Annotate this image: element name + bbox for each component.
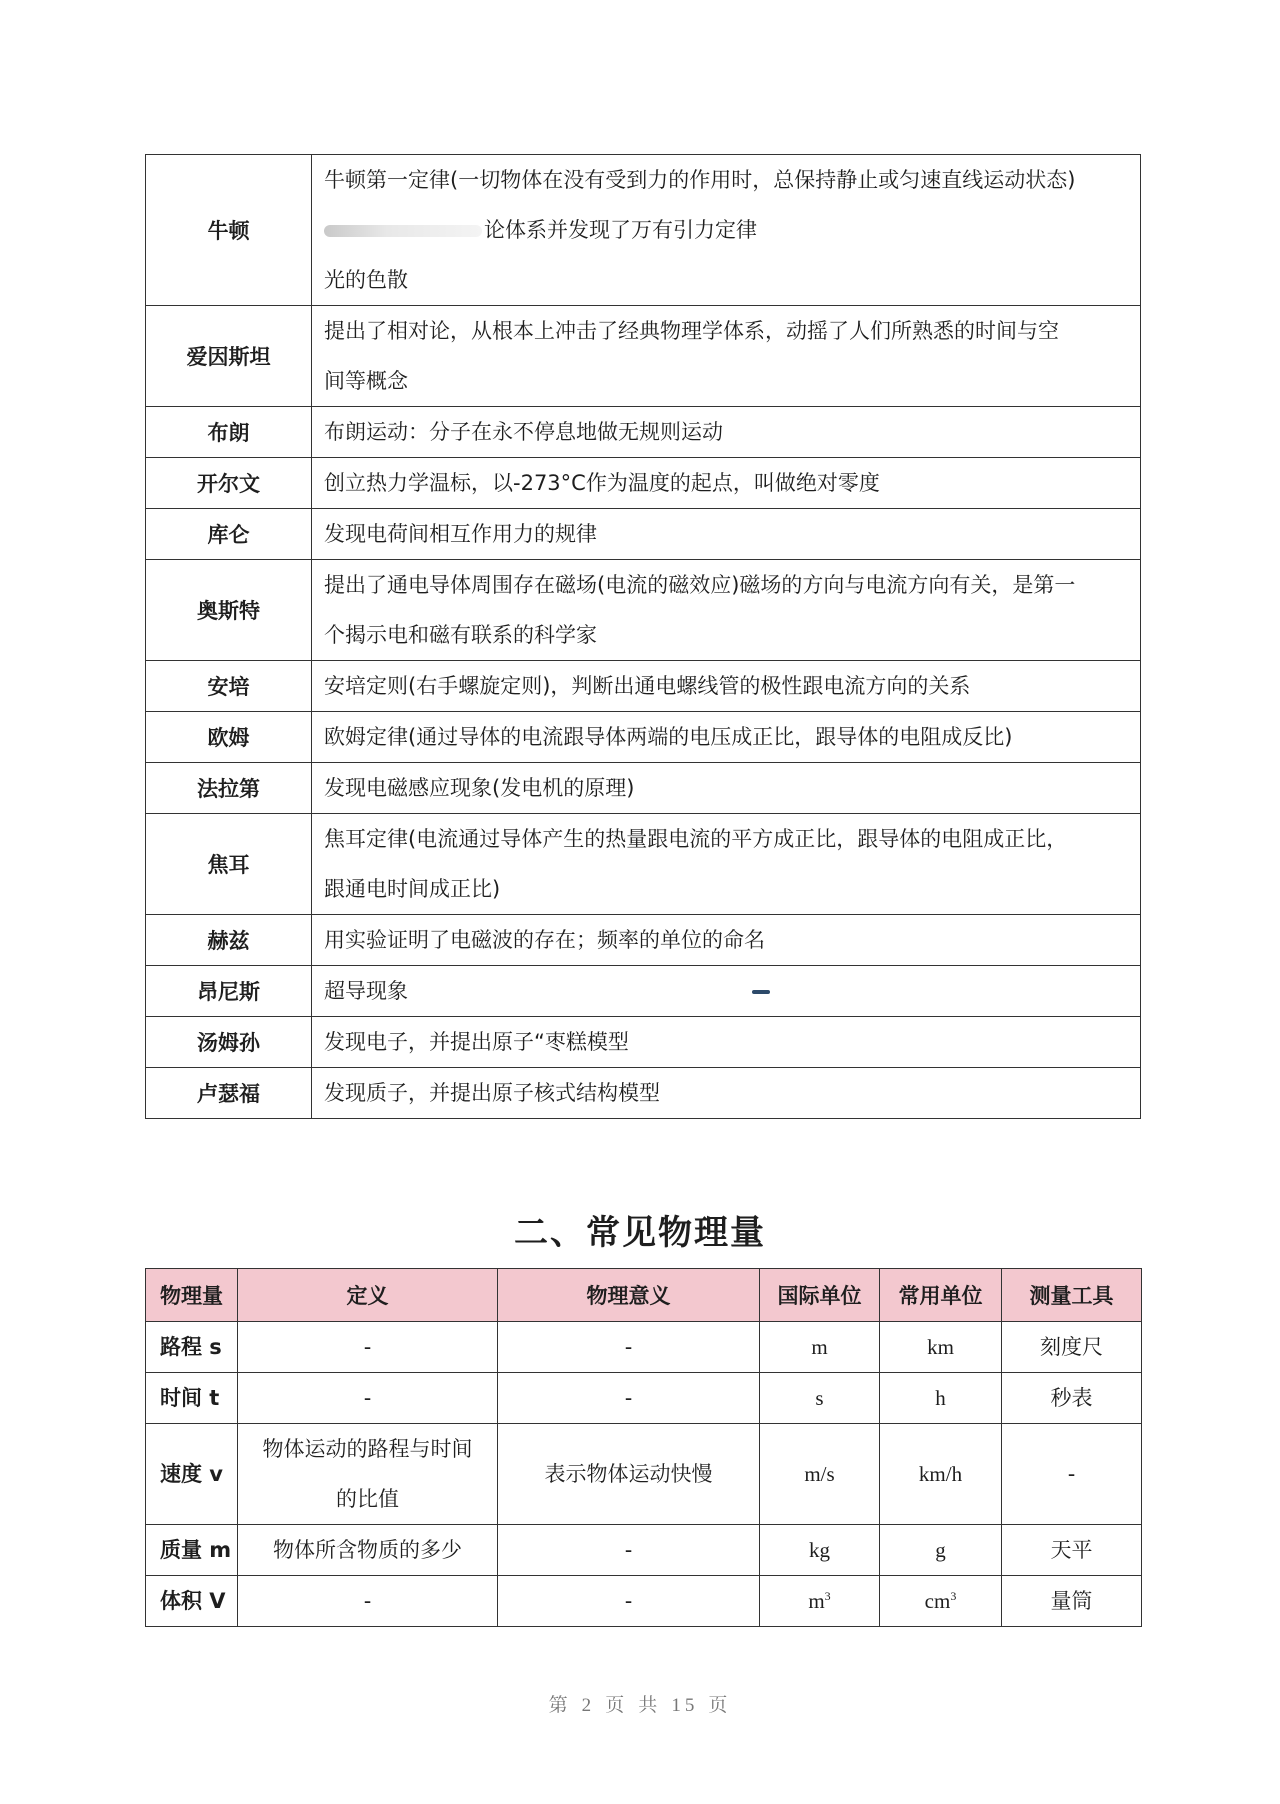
table-row: [146, 763, 1141, 814]
quantity-definition: -: [238, 1322, 498, 1373]
scientist-name: 法拉第: [146, 763, 312, 814]
table-row: [146, 1017, 1141, 1068]
quantity-name: 质量 m: [146, 1525, 238, 1576]
contribution-line-obscured: 论体系并发现了万有引力定律: [324, 205, 1128, 255]
quantity-definition: [238, 1424, 498, 1525]
quantity-name: 体积 V: [146, 1576, 238, 1627]
table-row: [146, 155, 1141, 306]
unit-exponent: 3: [950, 1589, 957, 1603]
scientist-contribution: 欧姆定律(通过导体的电流跟导体两端的电压成正比，跟导体的电阻成反比): [312, 712, 1141, 763]
table-row: [146, 509, 1141, 560]
table-row: [146, 306, 1141, 407]
column-header: 国际单位: [760, 1269, 880, 1322]
si-unit: $m^3$: [760, 1576, 880, 1627]
common-unit: km: [880, 1322, 1002, 1373]
quantity-name: 时间 t: [146, 1373, 238, 1424]
column-header: 测量工具: [1002, 1269, 1142, 1322]
measuring-tool: 量筒: [1002, 1576, 1142, 1627]
contribution-line: 提出了通电导体周围存在磁场(电流的磁效应)磁场的方向与电流方向有关，是第一: [324, 573, 1076, 597]
table-row: [146, 915, 1141, 966]
measuring-tool: 刻度尺: [1002, 1322, 1142, 1373]
scientist-name: 奥斯特: [146, 560, 312, 661]
unit-exponent: 3: [824, 1589, 831, 1603]
scientist-name: 赫兹: [146, 915, 312, 966]
contribution-line: 提出了相对论，从根本上冲击了经典物理学体系，动摇了人们所熟悉的时间与空: [324, 319, 1059, 343]
table-row: [146, 1373, 1142, 1424]
scientist-name: 焦耳: [146, 814, 312, 915]
table-row: [146, 1068, 1141, 1119]
blurred-text-mask: [324, 225, 482, 237]
definition-line: 物体运动的路程与时间: [262, 1437, 473, 1461]
scientist-contribution: 发现电磁感应现象(发电机的原理): [312, 763, 1141, 814]
measuring-tool: -: [1002, 1424, 1142, 1525]
scientist-name: 卢瑟福: [146, 1068, 312, 1119]
scientist-name: 布朗: [146, 407, 312, 458]
quantity-meaning: -: [498, 1576, 760, 1627]
measuring-tool: 秒表: [1002, 1373, 1142, 1424]
contribution-line: 光的色散: [324, 268, 408, 292]
si-unit: kg: [760, 1525, 880, 1576]
scientist-contribution: [312, 306, 1141, 407]
common-unit: $cm^3$: [880, 1576, 1002, 1627]
scientist-name: 欧姆: [146, 712, 312, 763]
quantity-name: 速度 v: [146, 1424, 238, 1525]
quantity-definition: 物体所含物质的多少: [238, 1525, 498, 1576]
table-row: [146, 1576, 1142, 1627]
common-unit: g: [880, 1525, 1002, 1576]
section-title: 二、常见物理量: [514, 1213, 766, 1253]
table-row: [146, 966, 1141, 1017]
scientist-name: 开尔文: [146, 458, 312, 509]
scientist-contribution: [312, 560, 1141, 661]
quantity-definition: -: [238, 1373, 498, 1424]
scientist-contribution: 用实验证明了电磁波的存在；频率的单位的命名: [312, 915, 1141, 966]
scientists-table: [145, 154, 1141, 1119]
scientist-contribution: 创立热力学温标，以-273°C作为温度的起点，叫做绝对零度: [312, 458, 1141, 509]
si-unit: s: [760, 1373, 880, 1424]
scientist-contribution: 超导现象: [312, 966, 1141, 1017]
quantity-definition: -: [238, 1576, 498, 1627]
quantity-name: 路程 s: [146, 1322, 238, 1373]
scientist-name: 昂尼斯: [146, 966, 312, 1017]
total-pages: 15: [671, 1695, 699, 1716]
measuring-tool: 天平: [1002, 1525, 1142, 1576]
table-row: [146, 407, 1141, 458]
column-header: 物理意义: [498, 1269, 760, 1322]
scientist-contribution: 发现质子，并提出原子核式结构模型: [312, 1068, 1141, 1119]
scientist-name: 爱因斯坦: [146, 306, 312, 407]
scientist-contribution: 安培定则(右手螺旋定则)，判断出通电螺线管的极性跟电流方向的关系: [312, 661, 1141, 712]
table-row: [146, 1424, 1142, 1525]
contribution-line: 间等概念: [324, 369, 408, 393]
column-header: 定义: [238, 1269, 498, 1322]
scientist-name: 汤姆孙: [146, 1017, 312, 1068]
quantity-meaning: -: [498, 1322, 760, 1373]
table-row: [146, 661, 1141, 712]
si-unit: m/s: [760, 1424, 880, 1525]
column-header: 物理量: [146, 1269, 238, 1322]
table-row: [146, 458, 1141, 509]
quantity-meaning: -: [498, 1525, 760, 1576]
scientist-contribution: [312, 814, 1141, 915]
contribution-line: 跟通电时间成正比): [324, 877, 501, 901]
scientist-name: 安培: [146, 661, 312, 712]
table-row: [146, 1525, 1142, 1576]
common-unit: km/h: [880, 1424, 1002, 1525]
scientist-contribution: 布朗运动：分子在永不停息地做无规则运动: [312, 407, 1141, 458]
scientist-contribution: 发现电荷间相互作用力的规律: [312, 509, 1141, 560]
scientist-contribution: [312, 155, 1141, 306]
ink-mark: [752, 990, 770, 994]
definition-line: 的比值: [336, 1487, 399, 1511]
contribution-line: 焦耳定律(电流通过导体产生的热量跟电流的平方成正比，跟导体的电阻成正比，: [324, 827, 1068, 851]
quantity-meaning: -: [498, 1373, 760, 1424]
scientist-name: 库仑: [146, 509, 312, 560]
physical-quantities-table: [145, 1268, 1142, 1627]
page-footer: 第 2 页 共 15 页: [548, 1694, 732, 1716]
quantity-meaning: 表示物体运动快慢: [498, 1424, 760, 1525]
table-row: [146, 560, 1141, 661]
column-header: 常用单位: [880, 1269, 1002, 1322]
table-row: [146, 1322, 1142, 1373]
table-row: [146, 814, 1141, 915]
page-number: 2: [581, 1695, 596, 1716]
common-unit: h: [880, 1373, 1002, 1424]
table-header-row: [146, 1269, 1142, 1322]
si-unit: m: [760, 1322, 880, 1373]
smudge-overlay: [840, 966, 1140, 1016]
scientist-name: 牛顿: [146, 155, 312, 306]
table-row: [146, 712, 1141, 763]
contribution-line: 个揭示电和磁有联系的科学家: [324, 623, 597, 647]
scientist-contribution: 发现电子，并提出原子“枣糕模型: [312, 1017, 1141, 1068]
smudge-overlay: [840, 915, 1140, 965]
contribution-line: 牛顿第一定律(一切物体在没有受到力的作用时，总保持静止或匀速直线运动状态): [324, 168, 1076, 192]
